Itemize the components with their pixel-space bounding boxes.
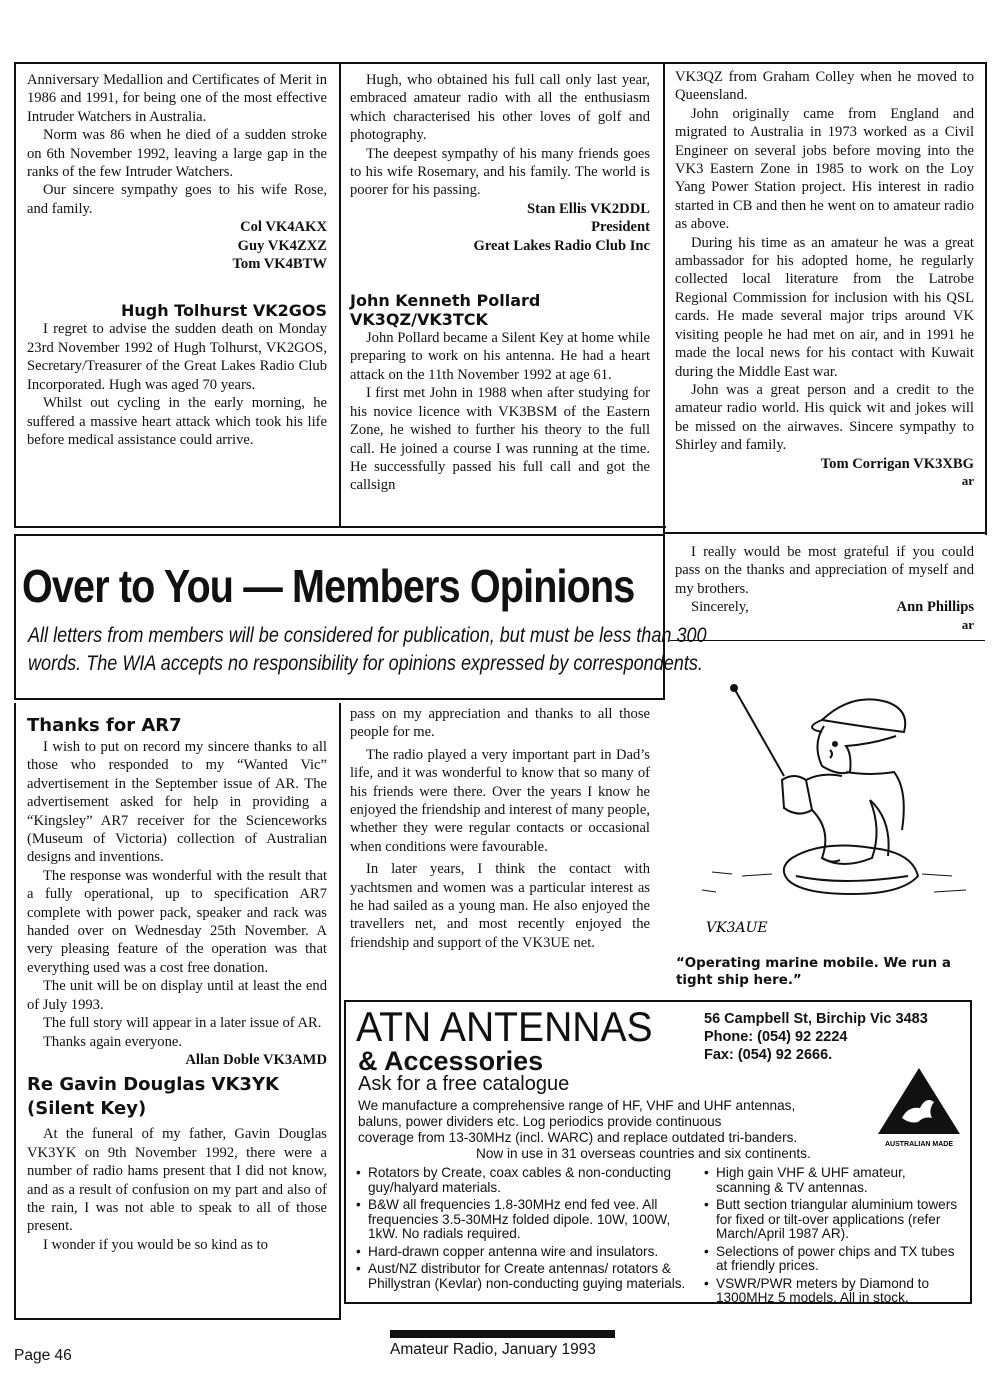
ad-bullet: • Butt section triangular aluminium towers for fixed or tilt-over applications (refer March/April 1987 AR). bbox=[704, 1198, 960, 1242]
ad-name: ATN ANTENNAS bbox=[356, 1003, 653, 1050]
ad-address: 56 Campbell St, Birchip Vic 3483 bbox=[704, 1011, 928, 1027]
footer-bar bbox=[390, 1330, 615, 1338]
banner-disclaimer-line1: All letters from members will be considered for publication, but must be less than 300 bbox=[28, 624, 707, 647]
section-banner-title: Over to You — Members Opinions bbox=[22, 560, 635, 612]
heading-hugh-tolhurst: Hugh Tolhurst VK2GOS bbox=[120, 301, 327, 321]
cartoon-caption: “Operating marine mobile. We run a tight ship here.” bbox=[676, 956, 951, 988]
col1-top bbox=[27, 71, 327, 449]
ad-bullet: • Rotators by Create, coax cables & non-conducting guy/halyard materials. bbox=[356, 1166, 696, 1195]
atn-antennas-ad bbox=[344, 1000, 972, 1304]
col3-paragraph: VK3QZ from Graham Colley when he moved to Queensland. bbox=[675, 69, 974, 104]
col3-mid-bottom-rule bbox=[670, 640, 985, 641]
col2-paragraph: Hugh, who obtained his full call only last year, embraced amateur radio with all the enthusiasm which characterised his other loves of golf and photography. bbox=[350, 72, 650, 144]
col1-paragraph: I regret to advise the sudden death on Monday 23rd November 1992 of Hugh Tolhurst, VK2GOS, Secretary/Treasurer of the Great Lakes Radio Club Incorporated. Hugh was aged 70 years. bbox=[27, 321, 327, 393]
ad-catalogue: Ask for a free catalogue bbox=[358, 1073, 570, 1095]
sincerely: Sincerely, bbox=[691, 599, 749, 616]
bottom-col-divider bbox=[339, 703, 341, 1319]
signature: Col VK4AKX bbox=[240, 219, 327, 236]
col1-paragraph: Whilst out cycling in the early morning, he suffered a massive heart attack which took his life before medical assistance could arrive. bbox=[27, 395, 327, 448]
cartoon-signature: VK3AUE bbox=[706, 920, 768, 936]
column-divider-2 bbox=[663, 62, 665, 532]
letter-paragraph: Thanks again everyone. bbox=[43, 1033, 182, 1050]
heading-thanks-ar7: Thanks for AR7 bbox=[27, 715, 182, 736]
heading-john-pollard: John Kenneth Pollard bbox=[350, 291, 541, 311]
col2-paragraph: The deepest sympathy of his many friends goes to his wife Rosemary, and his family. The world is poorer for his passing. bbox=[350, 145, 650, 199]
ad-bullet: • Aust/NZ distributor for Create antennas/ rotators & Phillystran (Kevlar) non-conducting guying materials. bbox=[356, 1262, 696, 1291]
col3-paragraph: John originally came from England and migrated to Australia in 1973 worked as a Civil Engineer on several jobs before moving into the VK3 Eastern Zone in 1985 to work on the Loy Yang Power Station project. His interest in radio started in CB and then he went on to amateur radio as above. bbox=[675, 105, 974, 233]
heading-gavin-douglas: Re Gavin Douglas VK3YK bbox=[27, 1074, 279, 1096]
banner-disclaimer-line2: words. The WIA accepts no responsibility for opinions expressed by correspondents. bbox=[28, 652, 703, 675]
cartoon-illustration bbox=[672, 680, 982, 948]
col3-paragraph: During his time as an amateur he was a great ambassador for his adopted home, he regularly collected local literature from the Latrobe Regional Commission for inclusion with his QSL cards. He made several major trips around VK visiting people he had met on air, and in 1991 he made the local news for his contact with Kuwait during the Middle East war. bbox=[675, 234, 974, 380]
antenna-icon bbox=[734, 688, 784, 776]
ad-intro bbox=[358, 1098, 918, 1162]
top-rule bbox=[14, 62, 986, 64]
ad-intro-line: We manufacture a comprehensive range of HF, VHF and UHF antennas, bbox=[358, 1098, 796, 1113]
col1-paragraph: Our sincere sympathy goes to his wife Rose, and family. bbox=[27, 182, 327, 217]
letter-paragraph: I wish to put on record my sincere thanks to all those who responded to my “Wanted Vic” advertisement in the September issue of AR. The advertisement asked for help in providing a “Kingsley” AR7 receiver for the Scienceworks (Museum of Victoria) collection of Australian designs and inventions. bbox=[27, 739, 327, 866]
top-right-border bbox=[985, 62, 987, 535]
signature: Tom Corrigan VK3XBG bbox=[820, 455, 974, 472]
ad-bullets-right bbox=[704, 1166, 960, 1306]
col2-paragraph: I first met John in 1988 when after studying for his novice licence with VK3BSM of the Eastern Zone, he wished to further his theory to the full call. He joined a course I was running at the time. He successfully passed his full call and got the callsign bbox=[350, 385, 650, 494]
letter-paragraph: The full story will appear in a later issue of AR. bbox=[43, 1015, 322, 1032]
ad-logo-text: AUSTRALIAN MADE bbox=[884, 1141, 954, 1148]
col3-paragraph: John was a great person and a credit to the amateur radio world. His quick wit and jokes will be missed on the airwaves. Sincere sympathy to Shirley and family. bbox=[675, 381, 974, 454]
col3-mid-paragraph: I really would be most grateful if you could pass on the thanks and appreciation of myself and my brothers. bbox=[675, 544, 974, 597]
publication-title: Amateur Radio, January 1993 bbox=[390, 1341, 596, 1358]
col2-bottom bbox=[350, 705, 650, 952]
australian-made-logo bbox=[874, 1066, 964, 1150]
ad-intro-line: baluns, power dividers etc. Log periodics provide continuous bbox=[358, 1114, 722, 1129]
signature: Guy VK4ZXZ bbox=[237, 237, 327, 254]
col3-bottom-rule bbox=[663, 532, 987, 534]
col2-top bbox=[350, 71, 650, 495]
letter-ar7 bbox=[27, 714, 327, 1254]
letter-paragraph: At the funeral of my father, Gavin Douglas VK3YK on 9th November 1992, there were a number of radio hams present that I did not know, and as a result of confusion on my part and also of the rain, I was not able to speak to all of those present. bbox=[27, 1126, 327, 1235]
letter-paragraph: The unit will be on display until at least the end of July 1993. bbox=[27, 978, 327, 1013]
top-section-bottom-rule bbox=[14, 526, 666, 528]
bottom-section-rule bbox=[14, 1318, 341, 1320]
column-divider-1 bbox=[339, 62, 341, 528]
end-mark: ar bbox=[961, 472, 974, 488]
heading-silent-key: (Silent Key) bbox=[27, 1098, 147, 1120]
letter-paragraph: The response was wonderful with the result that a fully operational, up to specification AR7 complete with power pack, speaker and rack was handed over on Wednesday 25th November. A very pleasing feature of the operation was that everything used was a cost free donation. bbox=[27, 867, 327, 976]
end-mark: ar bbox=[961, 616, 974, 632]
top-section-left-border bbox=[14, 62, 16, 528]
page-number: Page 46 bbox=[14, 1347, 72, 1364]
ad-bullets-left bbox=[356, 1166, 696, 1291]
letter-paragraph: I wonder if you would be so kind as to bbox=[43, 1236, 268, 1253]
col2-bottom-paragraph: pass on my appreciation and thanks to all those people for me. bbox=[350, 706, 650, 741]
ad-bullet: • High gain VHF & UHF amateur, scanning & TV antennas. bbox=[704, 1166, 960, 1195]
ad-intro-line: coverage from 13-30MHz (incl. WARC) and replace outdated tri-banders. bbox=[358, 1130, 798, 1145]
heading-john-pollard-callsign: VK3QZ/VK3TCK bbox=[350, 310, 488, 330]
ad-sub: & Accessories bbox=[358, 1046, 544, 1076]
ad-intro-line: Now in use in 31 overseas countries and six continents. bbox=[476, 1146, 811, 1161]
signature: Allan Doble VK3AMD bbox=[185, 1051, 327, 1068]
col2-bottom-paragraph: In later years, I think the contact with yachtsmen and women was a particular interest as he had sailed as a young man. He also enjoyed the travellers net, and most recently enjoyed the friendship and support of the VK3UE net. bbox=[350, 861, 650, 951]
col1-paragraph: Anniversary Medallion and Certificates of Merit in 1986 and 1991, for being one of the most effective Intruder Watchers in Australia. bbox=[27, 72, 327, 125]
col2-bottom-paragraph: The radio played a very important part in Dad’s life, and it was wonderful to know that so many of his friends were there. Over the years I know he enjoyed the friendship and interest of many people, whether they were regular contacts or occasional when conditions were favourable. bbox=[350, 746, 650, 855]
bottom-left-border bbox=[14, 703, 16, 1319]
col1-paragraph: Norm was 86 when he died of a sudden stroke on 6th November 1992, leaving a large gap in the ranks of the few Intruder Watchers. bbox=[27, 127, 327, 181]
signature: Great Lakes Radio Club Inc bbox=[473, 237, 650, 254]
signature: Ann Phillips bbox=[896, 599, 974, 616]
ad-bullet: • Hard-drawn copper antenna wire and insulators. bbox=[356, 1245, 696, 1260]
col3-mid bbox=[675, 543, 974, 632]
col3-top bbox=[675, 68, 974, 488]
ad-bullet: • VSWR/PWR meters by Diamond to 1300MHz 5 models. All in stock. bbox=[704, 1277, 960, 1306]
signature: Tom VK4BTW bbox=[232, 256, 327, 273]
signature: President bbox=[591, 219, 650, 236]
ad-bullet: • B&W all frequencies 1.8-30MHz end fed vee. All frequencies 3.5-30MHz folded dipole. 10W, 100W, 1kW. No radials required. bbox=[356, 1198, 696, 1242]
col2-paragraph: John Pollard became a Silent Key at home while preparing to work on his antenna. He had a heart attack on the 11th November 1992 at age 61. bbox=[350, 330, 650, 383]
banner-top-rule bbox=[14, 534, 665, 536]
ad-bullet: • Selections of power chips and TX tubes at friendly prices. bbox=[704, 1245, 960, 1274]
banner-left-border bbox=[14, 534, 16, 700]
signature: Stan Ellis VK2DDL bbox=[527, 200, 650, 217]
ad-fax: Fax: (054) 92 2666. bbox=[704, 1047, 833, 1063]
banner-bottom-rule bbox=[14, 698, 665, 700]
ad-phone: Phone: (054) 92 2224 bbox=[704, 1029, 848, 1045]
